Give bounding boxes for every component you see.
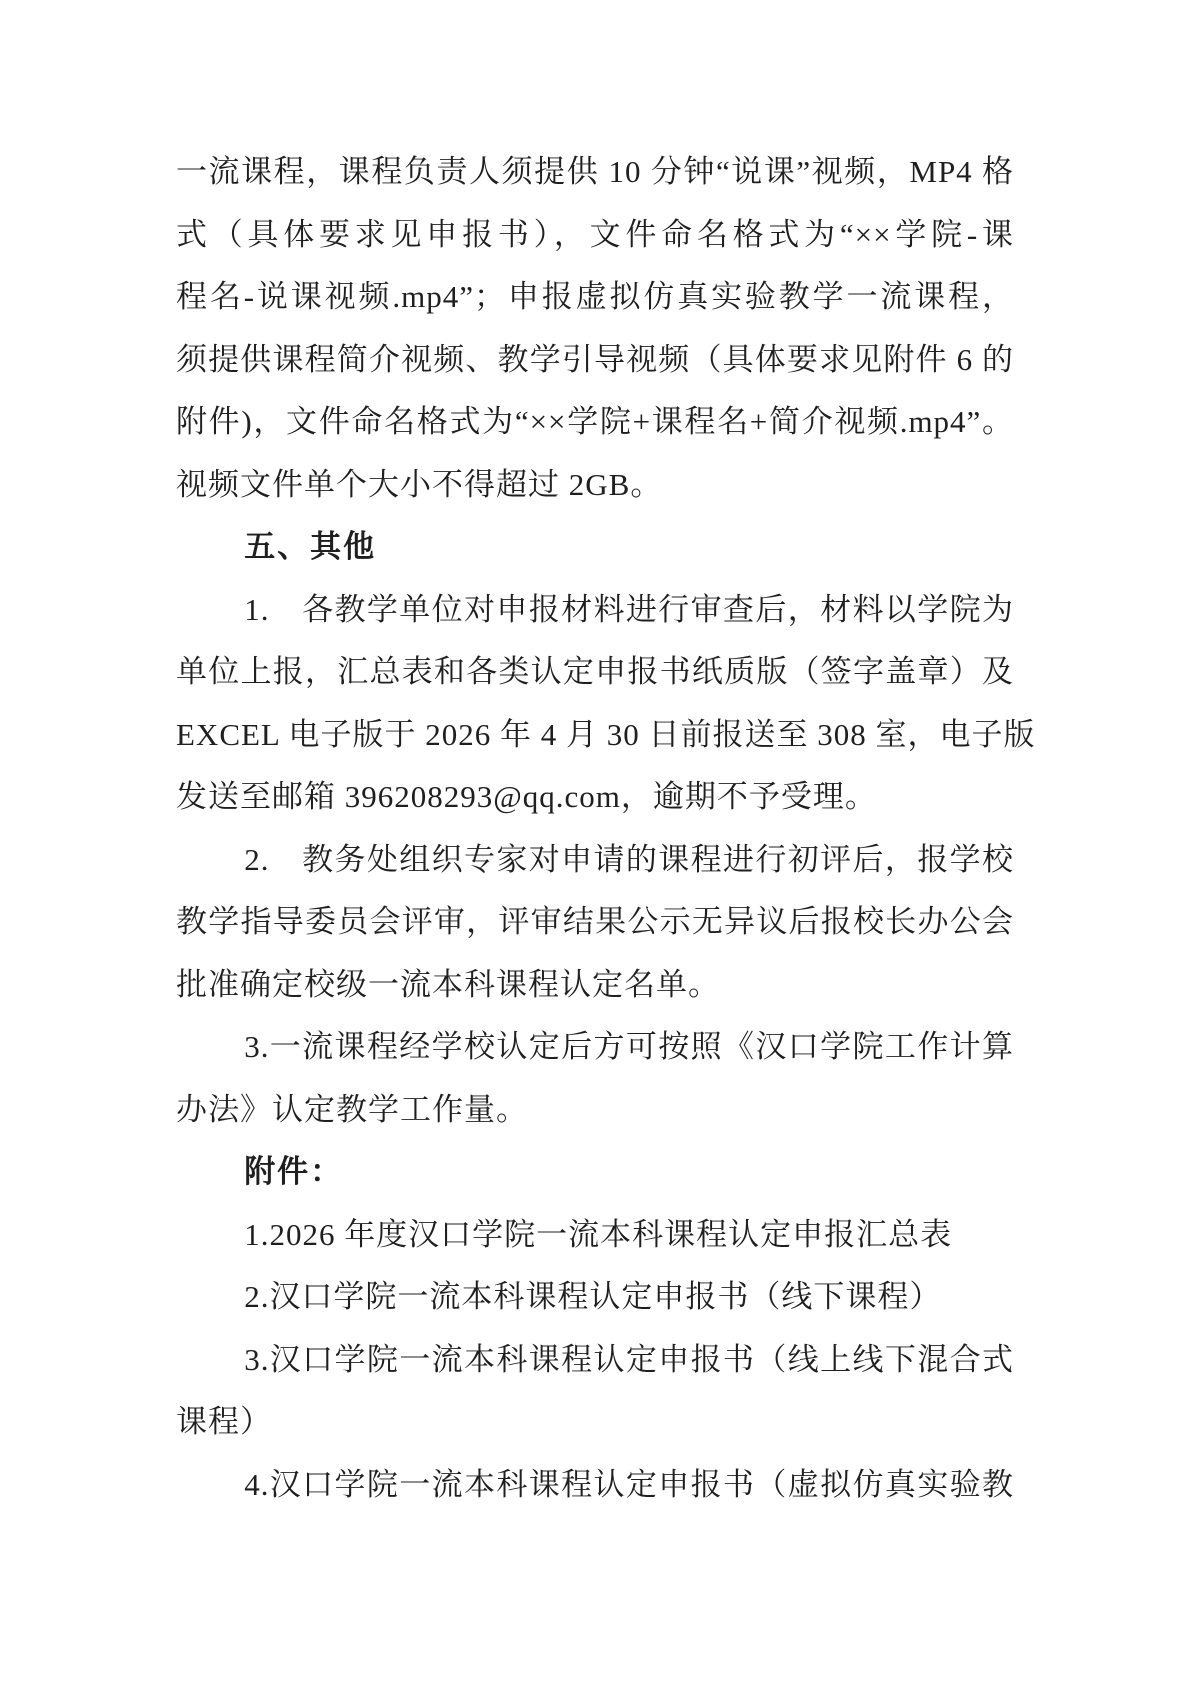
text-line: 课程） bbox=[176, 1404, 272, 1439]
text-line: 附件)，文件命名格式为“××学院+课程名+简介视频.mp4”。 bbox=[176, 404, 1014, 439]
text-line: 3.一流课程经学校认定后方可按照《汉口学院工作计算 bbox=[244, 1029, 1014, 1064]
text-line: 4.汉口学院一流本科课程认定申报书（虚拟仿真实验教 bbox=[244, 1466, 1014, 1502]
text-line: EXCEL 电子版于 2026 年 4 月 30 日前报送至 308 室，电子版 bbox=[176, 716, 1036, 752]
section-heading-line: 附件： bbox=[244, 1154, 344, 1189]
text-line: 2.汉口学院一流本科课程认定申报书（线下课程） bbox=[244, 1279, 942, 1314]
text-line: 2. 教务处组织专家对申请的课程进行初评后，报学校 bbox=[244, 841, 1014, 877]
text-line: 式（具体要求见申报书），文件命名格式为“××学院-课 bbox=[176, 216, 1014, 252]
document-content bbox=[176, 141, 1036, 1516]
text-line: 批准确定校级一流本科课程认定名单。 bbox=[176, 966, 720, 1002]
text-line: 1.2026 年度汉口学院一流本科课程认定申报汇总表 bbox=[244, 1216, 953, 1252]
text-line: 1. 各教学单位对申报材料进行审查后，材料以学院为 bbox=[244, 591, 1014, 627]
text-line: 程名-说课视频.mp4”；申报虚拟仿真实验教学一流课程， bbox=[176, 279, 1014, 314]
text-line: 3.汉口学院一流本科课程认定申报书（线上线下混合式 bbox=[244, 1341, 1014, 1377]
text-line: 视频文件单个大小不得超过 2GB。 bbox=[176, 466, 663, 502]
text-line: 须提供课程简介视频、教学引导视频（具体要求见附件 6 的 bbox=[176, 341, 1014, 377]
text-line: 一流课程，课程负责人须提供 10 分钟“说课”视频，MP4 格 bbox=[176, 154, 1014, 189]
text-line: 教学指导委员会评审，评审结果公示无异议后报校长办公会 bbox=[176, 904, 1014, 939]
text-line: 办法》认定教学工作量。 bbox=[176, 1091, 528, 1127]
text-line: 发送至邮箱 396208293@qq.com，逾期不予受理。 bbox=[176, 779, 877, 814]
section-heading-line: 五、其他 bbox=[244, 529, 377, 564]
text-line: 单位上报，汇总表和各类认定申报书纸质版（签字盖章）及 bbox=[176, 654, 1014, 689]
